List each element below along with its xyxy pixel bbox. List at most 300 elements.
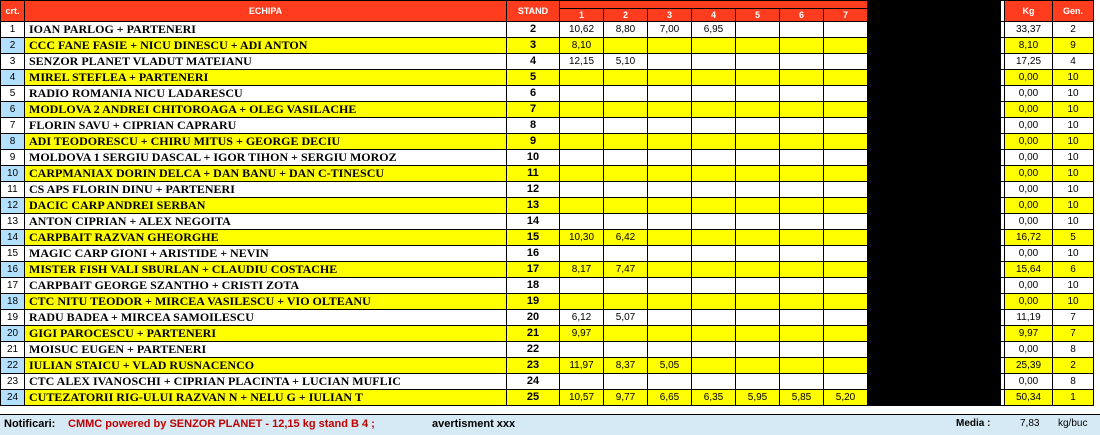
weight-cell bbox=[824, 102, 868, 118]
row-number: 24 bbox=[1, 390, 25, 406]
stand-number: 12 bbox=[507, 182, 560, 198]
weight-cell: 10,62 bbox=[560, 22, 604, 38]
hidden-cell bbox=[868, 102, 1001, 118]
header-weight-col-1: 1 bbox=[560, 9, 604, 22]
weight-cell bbox=[604, 102, 648, 118]
hidden-cell bbox=[868, 294, 1001, 310]
row-number: 17 bbox=[1, 278, 25, 294]
row-number: 11 bbox=[1, 182, 25, 198]
weight-cell bbox=[604, 118, 648, 134]
hidden-cell bbox=[868, 22, 1001, 38]
weight-cell bbox=[736, 214, 780, 230]
row-number: 22 bbox=[1, 358, 25, 374]
header-crt: crt. bbox=[1, 1, 25, 22]
header-kg: Kg bbox=[1005, 1, 1053, 22]
total-kg: 0,00 bbox=[1005, 134, 1053, 150]
weight-cell bbox=[692, 198, 736, 214]
row-number: 4 bbox=[1, 70, 25, 86]
table-row bbox=[1, 342, 1094, 358]
general-rank: 10 bbox=[1053, 294, 1094, 310]
weight-cell bbox=[824, 70, 868, 86]
footer-warning: avertisment xxx bbox=[432, 418, 516, 430]
stand-number: 16 bbox=[507, 246, 560, 262]
table-row bbox=[1, 134, 1094, 150]
table-row bbox=[1, 374, 1094, 390]
row-number: 7 bbox=[1, 118, 25, 134]
weight-cell bbox=[736, 70, 780, 86]
weight-cell bbox=[604, 278, 648, 294]
team-name: RADU BADEA + MIRCEA SAMOILESCU bbox=[25, 310, 507, 326]
weight-cell bbox=[604, 150, 648, 166]
weight-cell bbox=[560, 246, 604, 262]
weight-cell: 5,85 bbox=[780, 390, 824, 406]
hidden-column-header bbox=[868, 1, 1001, 22]
header-weights-group bbox=[560, 1, 868, 9]
total-kg: 0,00 bbox=[1005, 294, 1053, 310]
weight-cell bbox=[560, 70, 604, 86]
header-stand: STAND bbox=[507, 1, 560, 22]
weight-cell bbox=[824, 38, 868, 54]
weight-cell bbox=[824, 374, 868, 390]
row-number: 23 bbox=[1, 374, 25, 390]
weight-cell bbox=[780, 342, 824, 358]
weight-cell bbox=[604, 166, 648, 182]
weight-cell bbox=[648, 374, 692, 390]
weight-cell bbox=[560, 86, 604, 102]
stand-number: 17 bbox=[507, 262, 560, 278]
weight-cell bbox=[692, 374, 736, 390]
general-rank: 7 bbox=[1053, 326, 1094, 342]
weight-cell bbox=[780, 86, 824, 102]
stand-number: 21 bbox=[507, 326, 560, 342]
weight-cell bbox=[692, 182, 736, 198]
weight-cell bbox=[692, 294, 736, 310]
weight-cell: 8,17 bbox=[560, 262, 604, 278]
weight-cell bbox=[736, 342, 780, 358]
header-echipa: ECHIPA bbox=[25, 1, 507, 22]
media-unit: kg/buc bbox=[1058, 418, 1088, 429]
weight-cell bbox=[692, 102, 736, 118]
weight-cell bbox=[560, 166, 604, 182]
weight-cell bbox=[604, 134, 648, 150]
hidden-cell bbox=[868, 278, 1001, 294]
weight-cell bbox=[648, 102, 692, 118]
table-row bbox=[1, 310, 1094, 326]
weight-cell bbox=[692, 54, 736, 70]
weight-cell bbox=[780, 310, 824, 326]
weight-cell bbox=[824, 342, 868, 358]
team-name: MOISUC EUGEN + PARTENERI bbox=[25, 342, 507, 358]
total-kg: 0,00 bbox=[1005, 86, 1053, 102]
weight-cell bbox=[560, 118, 604, 134]
weight-cell bbox=[736, 134, 780, 150]
weight-cell bbox=[648, 70, 692, 86]
footer-label: Notificari: bbox=[4, 418, 56, 430]
header-gen: Gen. bbox=[1053, 1, 1094, 22]
weight-cell bbox=[824, 54, 868, 70]
weight-cell bbox=[560, 198, 604, 214]
header-weight-col-2: 2 bbox=[604, 9, 648, 22]
weight-cell bbox=[648, 198, 692, 214]
table-row bbox=[1, 102, 1094, 118]
team-name: CCC FANE FASIE + NICU DINESCU + ADI ANTON bbox=[25, 38, 507, 54]
weight-cell bbox=[780, 246, 824, 262]
team-name: MISTER FISH VALI SBURLAN + CLAUDIU COSTACHE bbox=[25, 262, 507, 278]
weight-cell bbox=[736, 166, 780, 182]
weight-cell bbox=[648, 86, 692, 102]
weight-cell bbox=[560, 182, 604, 198]
weight-cell bbox=[648, 182, 692, 198]
team-name: CUTEZATORII RIG-ULUI RAZVAN N + NELU G + IULIAN T bbox=[25, 390, 507, 406]
row-number: 3 bbox=[1, 54, 25, 70]
stand-number: 14 bbox=[507, 214, 560, 230]
stand-number: 3 bbox=[507, 38, 560, 54]
weight-cell bbox=[604, 342, 648, 358]
hidden-cell bbox=[868, 134, 1001, 150]
total-kg: 0,00 bbox=[1005, 198, 1053, 214]
weight-cell bbox=[692, 150, 736, 166]
table-row bbox=[1, 278, 1094, 294]
row-number: 21 bbox=[1, 342, 25, 358]
hidden-cell bbox=[868, 38, 1001, 54]
general-rank: 10 bbox=[1053, 102, 1094, 118]
weight-cell bbox=[824, 182, 868, 198]
weight-cell bbox=[692, 278, 736, 294]
weight-cell bbox=[648, 342, 692, 358]
hidden-cell bbox=[868, 326, 1001, 342]
weight-cell: 7,00 bbox=[648, 22, 692, 38]
weight-cell: 5,07 bbox=[604, 310, 648, 326]
weight-cell bbox=[780, 358, 824, 374]
header-weight-col-4: 4 bbox=[692, 9, 736, 22]
general-rank: 5 bbox=[1053, 230, 1094, 246]
team-name: CS APS FLORIN DINU + PARTENERI bbox=[25, 182, 507, 198]
weight-cell bbox=[824, 198, 868, 214]
weight-cell bbox=[648, 310, 692, 326]
header-weight-col-7: 7 bbox=[824, 9, 868, 22]
table-row bbox=[1, 150, 1094, 166]
table-row bbox=[1, 294, 1094, 310]
weight-cell bbox=[648, 54, 692, 70]
weight-cell bbox=[692, 342, 736, 358]
row-number: 18 bbox=[1, 294, 25, 310]
table-row bbox=[1, 262, 1094, 278]
weight-cell bbox=[736, 326, 780, 342]
weight-cell bbox=[560, 374, 604, 390]
total-kg: 0,00 bbox=[1005, 150, 1053, 166]
weight-cell bbox=[692, 246, 736, 262]
general-rank: 10 bbox=[1053, 150, 1094, 166]
weight-cell bbox=[824, 86, 868, 102]
weight-cell: 6,42 bbox=[604, 230, 648, 246]
weight-cell bbox=[604, 326, 648, 342]
table-header bbox=[1, 1, 1094, 22]
stand-number: 25 bbox=[507, 390, 560, 406]
general-rank: 9 bbox=[1053, 38, 1094, 54]
row-number: 6 bbox=[1, 102, 25, 118]
hidden-cell bbox=[868, 86, 1001, 102]
weight-cell bbox=[780, 54, 824, 70]
stand-number: 4 bbox=[507, 54, 560, 70]
weight-cell bbox=[736, 374, 780, 390]
table-row bbox=[1, 118, 1094, 134]
media-label: Media : bbox=[956, 418, 991, 429]
weight-cell: 9,77 bbox=[604, 390, 648, 406]
stand-number: 11 bbox=[507, 166, 560, 182]
general-rank: 10 bbox=[1053, 182, 1094, 198]
row-number: 5 bbox=[1, 86, 25, 102]
weight-cell bbox=[736, 38, 780, 54]
table-row bbox=[1, 246, 1094, 262]
weight-cell bbox=[780, 150, 824, 166]
weight-cell: 10,30 bbox=[560, 230, 604, 246]
hidden-cell bbox=[868, 214, 1001, 230]
table-row bbox=[1, 166, 1094, 182]
table-row bbox=[1, 230, 1094, 246]
header-weight-col-5: 5 bbox=[736, 9, 780, 22]
team-name: CARPBAIT GEORGE SZANTHO + CRISTI ZOTA bbox=[25, 278, 507, 294]
weight-cell bbox=[780, 182, 824, 198]
weight-cell bbox=[736, 182, 780, 198]
hidden-cell bbox=[868, 262, 1001, 278]
table-row bbox=[1, 54, 1094, 70]
stand-number: 5 bbox=[507, 70, 560, 86]
table-row bbox=[1, 326, 1094, 342]
weight-cell: 7,47 bbox=[604, 262, 648, 278]
weight-cell bbox=[780, 38, 824, 54]
total-kg: 0,00 bbox=[1005, 70, 1053, 86]
weight-cell bbox=[736, 262, 780, 278]
row-number: 13 bbox=[1, 214, 25, 230]
total-kg: 9,97 bbox=[1005, 326, 1053, 342]
weight-cell bbox=[692, 310, 736, 326]
weight-cell bbox=[780, 22, 824, 38]
weight-cell bbox=[736, 22, 780, 38]
weight-cell bbox=[736, 310, 780, 326]
hidden-cell bbox=[868, 166, 1001, 182]
hidden-cell bbox=[868, 150, 1001, 166]
total-kg: 0,00 bbox=[1005, 182, 1053, 198]
weight-cell bbox=[736, 102, 780, 118]
general-rank: 6 bbox=[1053, 262, 1094, 278]
total-kg: 8,10 bbox=[1005, 38, 1053, 54]
weight-cell bbox=[736, 294, 780, 310]
general-rank: 1 bbox=[1053, 390, 1094, 406]
weight-cell bbox=[648, 134, 692, 150]
hidden-cell bbox=[868, 230, 1001, 246]
weight-cell bbox=[560, 294, 604, 310]
weight-cell bbox=[692, 70, 736, 86]
team-name: RADIO ROMANIA NICU LADARESCU bbox=[25, 86, 507, 102]
weight-cell bbox=[780, 118, 824, 134]
weight-cell bbox=[692, 86, 736, 102]
weight-cell: 12,15 bbox=[560, 54, 604, 70]
weight-cell bbox=[692, 326, 736, 342]
team-name: SENZOR PLANET VLADUT MATEIANU bbox=[25, 54, 507, 70]
weight-cell bbox=[648, 230, 692, 246]
weight-cell: 5,20 bbox=[824, 390, 868, 406]
weight-cell bbox=[560, 134, 604, 150]
row-number: 14 bbox=[1, 230, 25, 246]
total-kg: 0,00 bbox=[1005, 278, 1053, 294]
table-body bbox=[1, 22, 1094, 406]
stand-number: 7 bbox=[507, 102, 560, 118]
team-name: IOAN PARLOG + PARTENERI bbox=[25, 22, 507, 38]
weight-cell bbox=[692, 214, 736, 230]
weight-cell bbox=[824, 166, 868, 182]
table-row bbox=[1, 22, 1094, 38]
general-rank: 10 bbox=[1053, 134, 1094, 150]
weight-cell: 6,65 bbox=[648, 390, 692, 406]
weight-cell bbox=[692, 166, 736, 182]
weight-cell: 5,05 bbox=[648, 358, 692, 374]
weight-cell bbox=[648, 118, 692, 134]
total-kg: 16,72 bbox=[1005, 230, 1053, 246]
stand-number: 6 bbox=[507, 86, 560, 102]
total-kg: 0,00 bbox=[1005, 166, 1053, 182]
header-weight-col-3: 3 bbox=[648, 9, 692, 22]
general-rank: 10 bbox=[1053, 246, 1094, 262]
total-kg: 0,00 bbox=[1005, 118, 1053, 134]
general-rank: 10 bbox=[1053, 278, 1094, 294]
row-number: 20 bbox=[1, 326, 25, 342]
weight-cell bbox=[736, 278, 780, 294]
weight-cell bbox=[780, 198, 824, 214]
weight-cell bbox=[604, 198, 648, 214]
weight-cell bbox=[648, 214, 692, 230]
team-name: ADI TEODORESCU + CHIRU MITUS + GEORGE DECIU bbox=[25, 134, 507, 150]
weight-cell bbox=[824, 358, 868, 374]
header-weight-col-6: 6 bbox=[780, 9, 824, 22]
row-number: 10 bbox=[1, 166, 25, 182]
weight-cell: 8,80 bbox=[604, 22, 648, 38]
team-name: CTC NITU TEODOR + MIRCEA VASILESCU + VIO OLTEANU bbox=[25, 294, 507, 310]
stand-number: 22 bbox=[507, 342, 560, 358]
weight-cell bbox=[736, 86, 780, 102]
table-row bbox=[1, 198, 1094, 214]
weight-cell bbox=[692, 134, 736, 150]
weight-cell bbox=[648, 166, 692, 182]
weight-cell bbox=[736, 150, 780, 166]
weight-cell bbox=[824, 326, 868, 342]
weight-cell bbox=[780, 294, 824, 310]
weight-cell bbox=[604, 294, 648, 310]
weight-cell bbox=[648, 326, 692, 342]
weight-cell bbox=[780, 326, 824, 342]
stand-number: 18 bbox=[507, 278, 560, 294]
weight-cell bbox=[604, 86, 648, 102]
weight-cell bbox=[648, 278, 692, 294]
general-rank: 8 bbox=[1053, 374, 1094, 390]
weight-cell bbox=[648, 246, 692, 262]
total-kg: 50,34 bbox=[1005, 390, 1053, 406]
row-number: 15 bbox=[1, 246, 25, 262]
table-row bbox=[1, 86, 1094, 102]
weight-cell: 6,95 bbox=[692, 22, 736, 38]
team-name: IULIAN STAICU + VLAD RUSNACENCO bbox=[25, 358, 507, 374]
weight-cell bbox=[780, 374, 824, 390]
general-rank: 10 bbox=[1053, 118, 1094, 134]
general-rank: 2 bbox=[1053, 358, 1094, 374]
weight-cell bbox=[560, 102, 604, 118]
row-number: 8 bbox=[1, 134, 25, 150]
weight-cell bbox=[824, 22, 868, 38]
weight-cell bbox=[736, 198, 780, 214]
weight-cell bbox=[604, 374, 648, 390]
team-name: MOLDOVA 1 SERGIU DASCAL + IGOR TIHON + SERGIU MOROZ bbox=[25, 150, 507, 166]
weight-cell bbox=[780, 262, 824, 278]
weight-cell bbox=[780, 134, 824, 150]
weight-cell: 6,35 bbox=[692, 390, 736, 406]
row-number: 2 bbox=[1, 38, 25, 54]
team-name: CARPBAIT RAZVAN GHEORGHE bbox=[25, 230, 507, 246]
hidden-cell bbox=[868, 70, 1001, 86]
hidden-cell bbox=[868, 246, 1001, 262]
total-kg: 0,00 bbox=[1005, 246, 1053, 262]
weight-cell bbox=[692, 118, 736, 134]
weight-cell bbox=[560, 214, 604, 230]
hidden-cell bbox=[868, 310, 1001, 326]
weight-cell: 5,95 bbox=[736, 390, 780, 406]
weight-cell bbox=[692, 38, 736, 54]
weight-cell bbox=[560, 278, 604, 294]
weight-cell bbox=[648, 150, 692, 166]
stand-number: 2 bbox=[507, 22, 560, 38]
table-row bbox=[1, 214, 1094, 230]
weight-cell bbox=[648, 262, 692, 278]
general-rank: 10 bbox=[1053, 166, 1094, 182]
total-kg: 25,39 bbox=[1005, 358, 1053, 374]
stand-number: 13 bbox=[507, 198, 560, 214]
table-row bbox=[1, 390, 1094, 406]
row-number: 1 bbox=[1, 22, 25, 38]
weight-cell bbox=[824, 246, 868, 262]
weight-cell bbox=[780, 278, 824, 294]
weight-cell bbox=[780, 230, 824, 246]
general-rank: 7 bbox=[1053, 310, 1094, 326]
total-kg: 0,00 bbox=[1005, 342, 1053, 358]
hidden-cell bbox=[868, 342, 1001, 358]
weight-cell bbox=[824, 118, 868, 134]
team-name: DACIC CARP ANDREI SERBAN bbox=[25, 198, 507, 214]
team-name: GIGI PAROCESCU + PARTENERI bbox=[25, 326, 507, 342]
row-number: 16 bbox=[1, 262, 25, 278]
weight-cell bbox=[736, 246, 780, 262]
weight-cell: 8,37 bbox=[604, 358, 648, 374]
table-row bbox=[1, 182, 1094, 198]
weight-cell bbox=[692, 358, 736, 374]
stand-number: 23 bbox=[507, 358, 560, 374]
weight-cell bbox=[824, 230, 868, 246]
total-kg: 33,37 bbox=[1005, 22, 1053, 38]
media-value: 7,83 bbox=[1020, 418, 1040, 429]
general-rank: 10 bbox=[1053, 198, 1094, 214]
hidden-cell bbox=[868, 182, 1001, 198]
general-rank: 8 bbox=[1053, 342, 1094, 358]
weight-cell bbox=[824, 150, 868, 166]
total-kg: 0,00 bbox=[1005, 374, 1053, 390]
team-name: CARPMANIAX DORIN DELCA + DAN BANU + DAN C-TINESCU bbox=[25, 166, 507, 182]
total-kg: 17,25 bbox=[1005, 54, 1053, 70]
weight-cell bbox=[604, 246, 648, 262]
weight-cell bbox=[560, 150, 604, 166]
weight-cell bbox=[604, 182, 648, 198]
total-kg: 0,00 bbox=[1005, 214, 1053, 230]
weight-cell bbox=[780, 102, 824, 118]
weight-cell bbox=[824, 214, 868, 230]
team-name: MODLOVA 2 ANDREI CHITOROAGA + OLEG VASILACHE bbox=[25, 102, 507, 118]
weight-cell bbox=[736, 230, 780, 246]
